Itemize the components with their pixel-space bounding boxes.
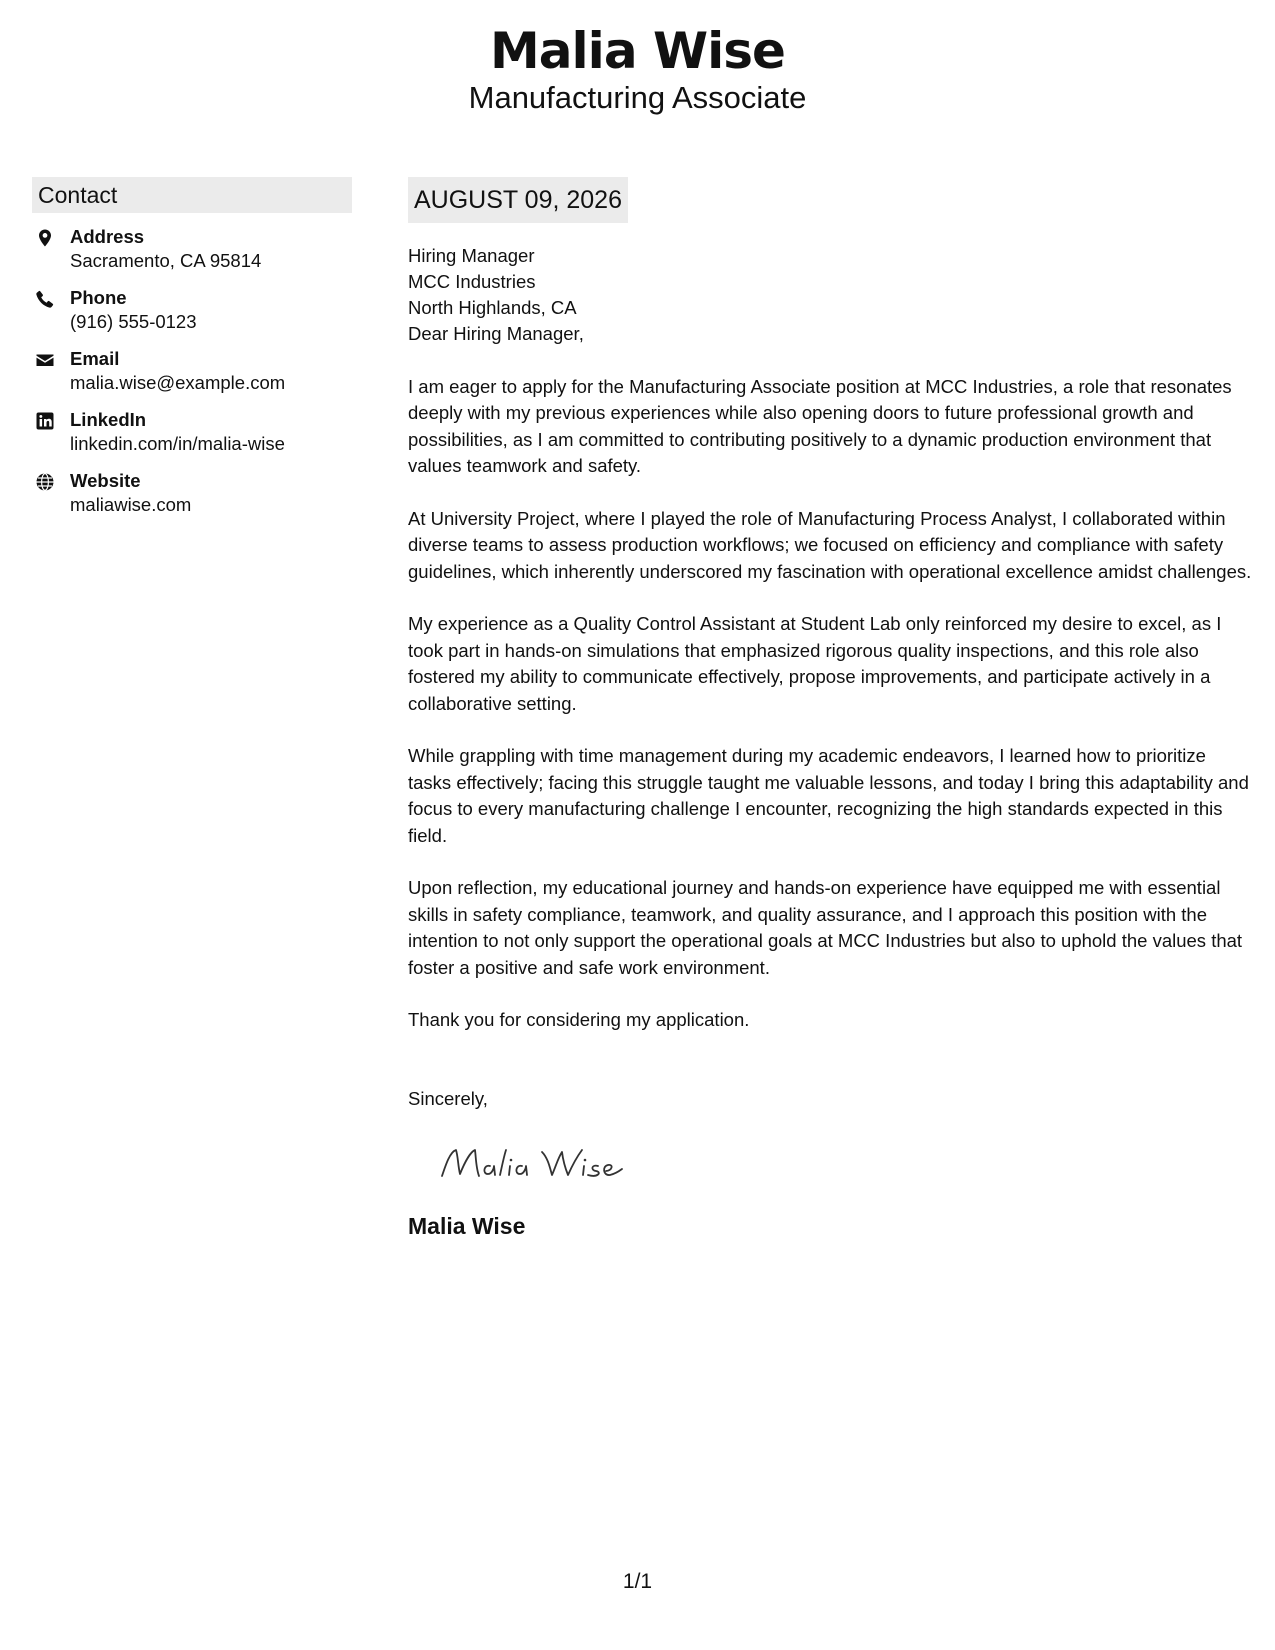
signer-name: Malia Wise (408, 1212, 526, 1239)
applicant-name: Malia Wise (490, 22, 785, 80)
contact-label-phone: Phone (70, 287, 127, 308)
contact-label-linkedin: LinkedIn (70, 409, 147, 430)
contact-label-address: Address (70, 226, 145, 247)
letter-date: AUGUST 09, 2026 (408, 177, 628, 223)
letter-content (408, 321, 1253, 1034)
contact-label-email: Email (70, 348, 120, 369)
recipient-company: MCC Industries (408, 271, 536, 292)
globe-icon (35, 472, 55, 492)
contact-label-website: Website (70, 470, 141, 491)
job-title: Manufacturing Associate (468, 80, 807, 115)
letter-paragraph: Upon reflection, my educational journey and hands-on experience have equipped me with essential skills in safety compliance, teamwork, and quality assurance, and I approach this position with the intention to not only support the operational goals at MCC Industries but also to uphold the values that foster a positive and safe work environment. (408, 877, 1243, 978)
contact-value-email[interactable]: malia.wise@example.com (70, 372, 286, 393)
salutation: Dear Hiring Manager, (408, 323, 584, 344)
map-pin-icon (35, 228, 55, 248)
document-header (0, 20, 1275, 116)
envelope-icon (35, 350, 55, 370)
recipient-location: North Highlands, CA (408, 297, 577, 318)
contact-item-website (32, 469, 352, 517)
contact-value-phone: (916) 555-0123 (70, 311, 197, 332)
contact-item-address (32, 225, 352, 273)
contact-value-website[interactable]: maliawise.com (70, 494, 192, 515)
letter-paragraph: My experience as a Quality Control Assistant at Student Lab only reinforced my desire to excel, as I took part in hands-on simulations that emphasized rigorous quality inspections, and this role also fostered my ability to communicate effectively, propose improvements, and participate actively in a collaborative setting. (408, 613, 1222, 714)
contact-sidebar (32, 177, 352, 530)
phone-icon (35, 289, 55, 309)
contact-list (32, 225, 352, 517)
letter-paragraph: Thank you for considering my application. (408, 1009, 750, 1030)
contact-item-email (32, 347, 352, 395)
recipient-line: Hiring Manager (408, 245, 535, 266)
handwritten-signature (438, 1138, 648, 1188)
closing: Sincerely, (408, 1087, 488, 1109)
linkedin-icon (35, 411, 55, 431)
contact-item-phone (32, 286, 352, 334)
letter-paragraph: While grappling with time management during my academic endeavors, I learned how to prioritize tasks effectively; facing this struggle taught me valuable lessons, and today I bring this adaptability and focus to every manufacturing challenge I encounter, recognizing the high standards expected in this field. (408, 745, 1249, 846)
letter-paragraph: I am eager to apply for the Manufacturing Associate position at MCC Industries, a role that resonates deeply with my previous experiences while also opening doors to future professional growth and possibilities, as I am committed to contributing positively to a dynamic production environment that values teamwork and safety. (408, 375, 1232, 476)
page-number: 1/1 (622, 1570, 653, 1593)
contact-item-linkedin (32, 408, 352, 456)
contact-value-linkedin[interactable]: linkedin.com/in/malia-wise (70, 433, 285, 454)
contact-value-address: Sacramento, CA 95814 (70, 250, 262, 271)
letter-body (408, 177, 1253, 1240)
contact-section-title: Contact (32, 177, 352, 213)
recipient-block (408, 243, 1253, 321)
letter-paragraph: At University Project, where I played the role of Manufacturing Process Analyst, I collaborated within diverse teams to assess production workflows; we focused on efficiency and compliance with safety guidelines, which inherently underscored my fascination with operational excellence amidst challenges. (408, 507, 1252, 582)
